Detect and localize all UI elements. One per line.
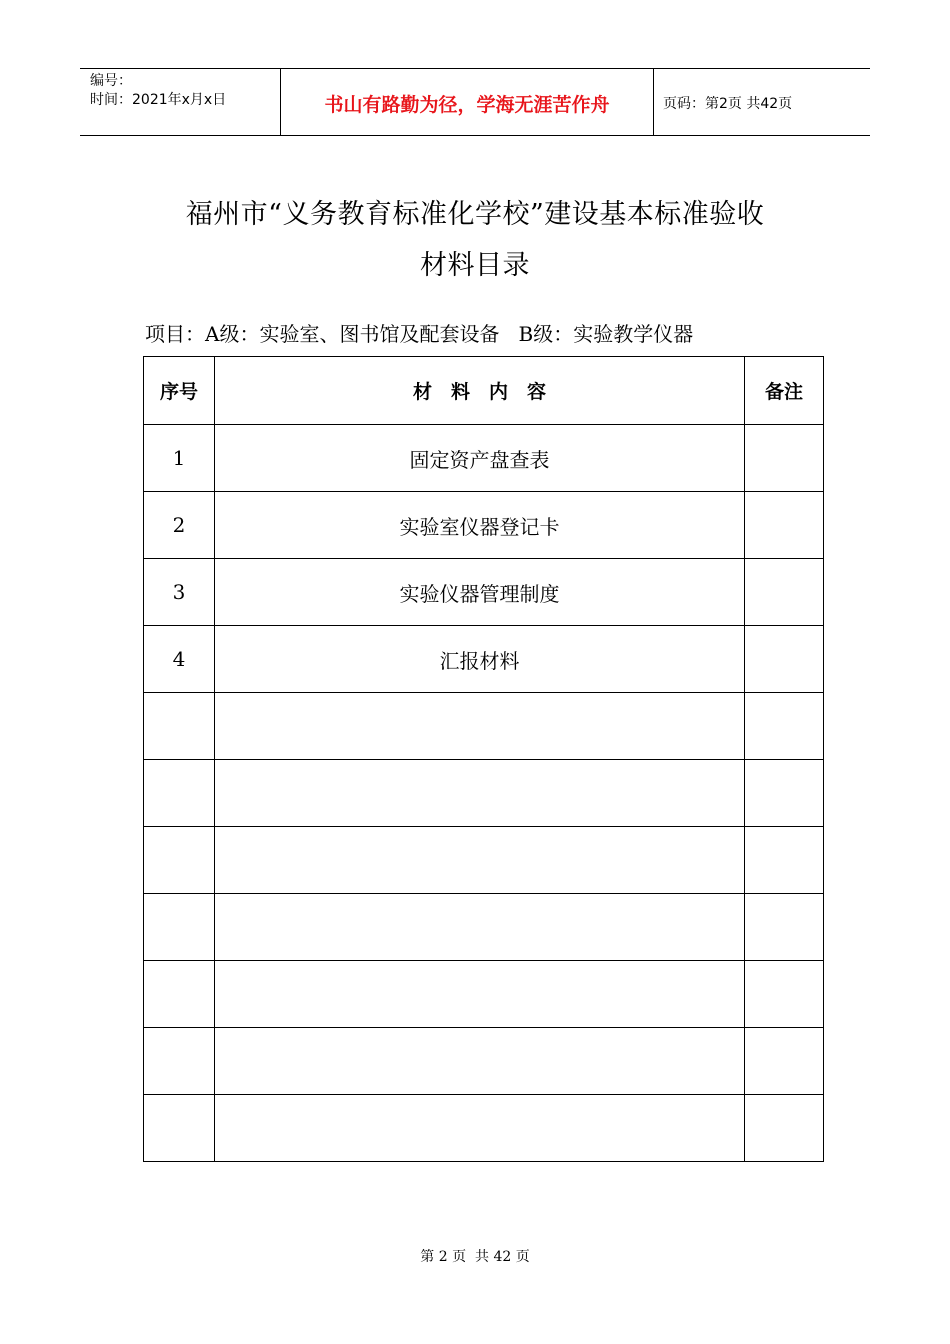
row-index: 1 (144, 425, 215, 492)
row-content: 实验室仪器登记卡 (215, 492, 745, 559)
document-title-line2: 材料目录 (420, 250, 530, 281)
table-row (144, 492, 824, 559)
table-body (144, 425, 824, 1162)
row-content: 固定资产盘查表 (215, 425, 745, 492)
row-remarks (745, 626, 824, 693)
table-row (144, 961, 824, 1028)
row-content (215, 961, 745, 1028)
row-remarks (745, 425, 824, 492)
row-content (215, 760, 745, 827)
row-index: 3 (144, 559, 215, 626)
header-motto: 书山有路勤为径，学海无涯苦作舟 (281, 69, 654, 135)
header-time-label: 时间：2021年x月x日 (90, 92, 227, 108)
table-row (144, 827, 824, 894)
row-content: 实验仪器管理制度 (215, 559, 745, 626)
header-remarks: 备注 (745, 357, 824, 425)
document-title-line1: 福州市“义务教育标准化学校”建设基本标准验收 (185, 199, 765, 230)
row-content (215, 1095, 745, 1162)
table-row (144, 425, 824, 492)
row-index: 4 (144, 626, 215, 693)
row-content (215, 693, 745, 760)
row-remarks (745, 693, 824, 760)
row-content: 汇报材料 (215, 626, 745, 693)
row-remarks (745, 961, 824, 1028)
table-row (144, 559, 824, 626)
row-index (144, 827, 215, 894)
row-content (215, 894, 745, 961)
header-number-label: 编号： (90, 73, 132, 89)
row-index: 2 (144, 492, 215, 559)
row-remarks (745, 1028, 824, 1095)
page-footer: 第 2 页 共 42 页 (420, 1249, 530, 1265)
row-index (144, 1028, 215, 1095)
row-content (215, 827, 745, 894)
materials-table (143, 356, 824, 1162)
row-remarks (745, 760, 824, 827)
table-header-row (144, 357, 824, 425)
project-line: 项目：A级：实验室、图书馆及配套设备 B级：实验教学仪器 (145, 322, 694, 346)
row-index (144, 693, 215, 760)
header-content: 材 料 内 容 (215, 357, 745, 425)
header-meta (80, 69, 281, 135)
document-header (80, 68, 870, 136)
table-row (144, 760, 824, 827)
header-page-info: 页码：第2页 共42页 (663, 96, 793, 112)
row-remarks (745, 827, 824, 894)
row-index (144, 961, 215, 1028)
row-remarks (745, 559, 824, 626)
row-remarks (745, 492, 824, 559)
row-index (144, 760, 215, 827)
row-index (144, 894, 215, 961)
row-index (144, 1095, 215, 1162)
table-row (144, 1028, 824, 1095)
table-row (144, 894, 824, 961)
table-row (144, 626, 824, 693)
table-row (144, 693, 824, 760)
table-row (144, 1095, 824, 1162)
row-remarks (745, 1095, 824, 1162)
header-index: 序号 (144, 357, 215, 425)
row-remarks (745, 894, 824, 961)
row-content (215, 1028, 745, 1095)
